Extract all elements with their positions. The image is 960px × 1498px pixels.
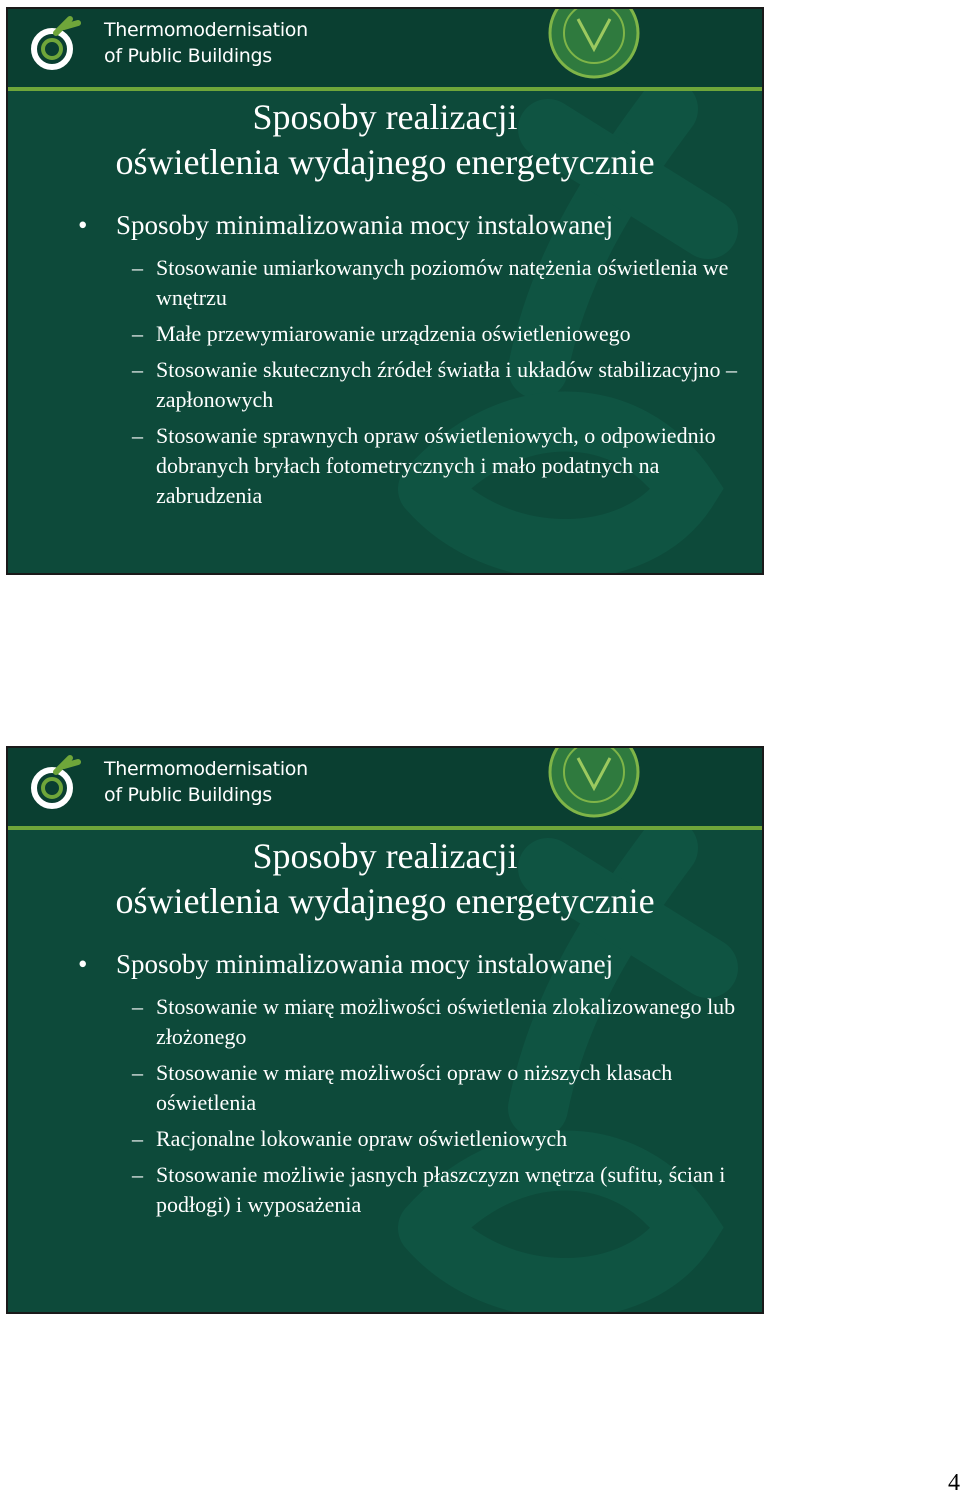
list-item — [132, 319, 752, 349]
list-item-text: Stosowanie w miarę możliwości oświetlenia zlokalizowanego lub złożonego — [156, 994, 736, 1049]
list-item-text: Racjonalne lokowanie opraw oświetleniowych — [156, 1126, 568, 1151]
slide-title — [8, 95, 762, 185]
brand-line-2: of Public Buildings — [104, 784, 272, 806]
project-logo-icon — [26, 13, 88, 75]
university-seal-icon — [548, 9, 640, 81]
list-item-text: Stosowanie umiarkowanych poziomów natężenia oświetlenia we wnętrzu — [156, 255, 729, 310]
main-bullet-text: Sposoby minimalizowania mocy instalowanej — [116, 949, 614, 979]
list-item — [132, 1160, 752, 1220]
list-item — [132, 1058, 752, 1118]
dash-marker: – — [132, 321, 143, 346]
list-item — [132, 421, 752, 511]
brand-line-2: of Public Buildings — [104, 45, 272, 67]
dash-marker: – — [132, 255, 143, 280]
brand-name — [104, 17, 308, 69]
list-item-text: Małe przewymiarowanie urządzenia oświetleniowego — [156, 321, 631, 346]
slide-header — [8, 748, 762, 826]
brand-line-1: Thermomodernisation — [104, 758, 308, 780]
header-accent-line — [8, 87, 762, 91]
list-item — [132, 1124, 752, 1154]
brand-name — [104, 756, 308, 808]
header-accent-line — [8, 826, 762, 830]
slide-2 — [6, 746, 764, 1314]
title-line-2: oświetlenia wydajnego energetycznie — [115, 142, 655, 182]
title-line-2: oświetlenia wydajnego energetycznie — [115, 881, 655, 921]
list-item-text: Stosowanie sprawnych opraw oświetleniowych, o odpowiednio dobranych bryłach fotometrycznych i mało podatnych na zabrudzenia — [156, 423, 716, 508]
dash-marker: – — [132, 1162, 143, 1187]
sub-bullet-list — [132, 253, 752, 517]
list-item-text: Stosowanie skutecznych źródeł światła i układów stabilizacyjno – zapłonowych — [156, 357, 738, 412]
page-number: 4 — [948, 1470, 960, 1496]
bullet-dot: • — [78, 210, 88, 240]
list-item — [132, 355, 752, 415]
list-item-text: Stosowanie możliwie jasnych płaszczyzn wnętrza (sufitu, ścian i podłogi) i wyposażenia — [156, 1162, 726, 1217]
bullet-dot: • — [78, 949, 88, 979]
title-line-1: Sposoby realizacji — [252, 836, 518, 876]
dash-marker: – — [132, 1060, 143, 1085]
list-item — [132, 992, 752, 1052]
slide-1 — [6, 7, 764, 575]
dash-marker: – — [132, 357, 143, 382]
university-seal-icon — [548, 748, 640, 820]
dash-marker: – — [132, 994, 143, 1019]
sub-bullet-list — [132, 992, 752, 1226]
dash-marker: – — [132, 423, 143, 448]
dash-marker: – — [132, 1126, 143, 1151]
list-item-text: Stosowanie w miarę możliwości opraw o niższych klasach oświetlenia — [156, 1060, 673, 1115]
main-bullet-text: Sposoby minimalizowania mocy instalowanej — [116, 210, 614, 240]
title-line-1: Sposoby realizacji — [252, 97, 518, 137]
brand-line-1: Thermomodernisation — [104, 19, 308, 41]
project-logo-icon — [26, 752, 88, 814]
list-item — [132, 253, 752, 313]
slide-header — [8, 9, 762, 87]
slide-title — [8, 834, 762, 924]
